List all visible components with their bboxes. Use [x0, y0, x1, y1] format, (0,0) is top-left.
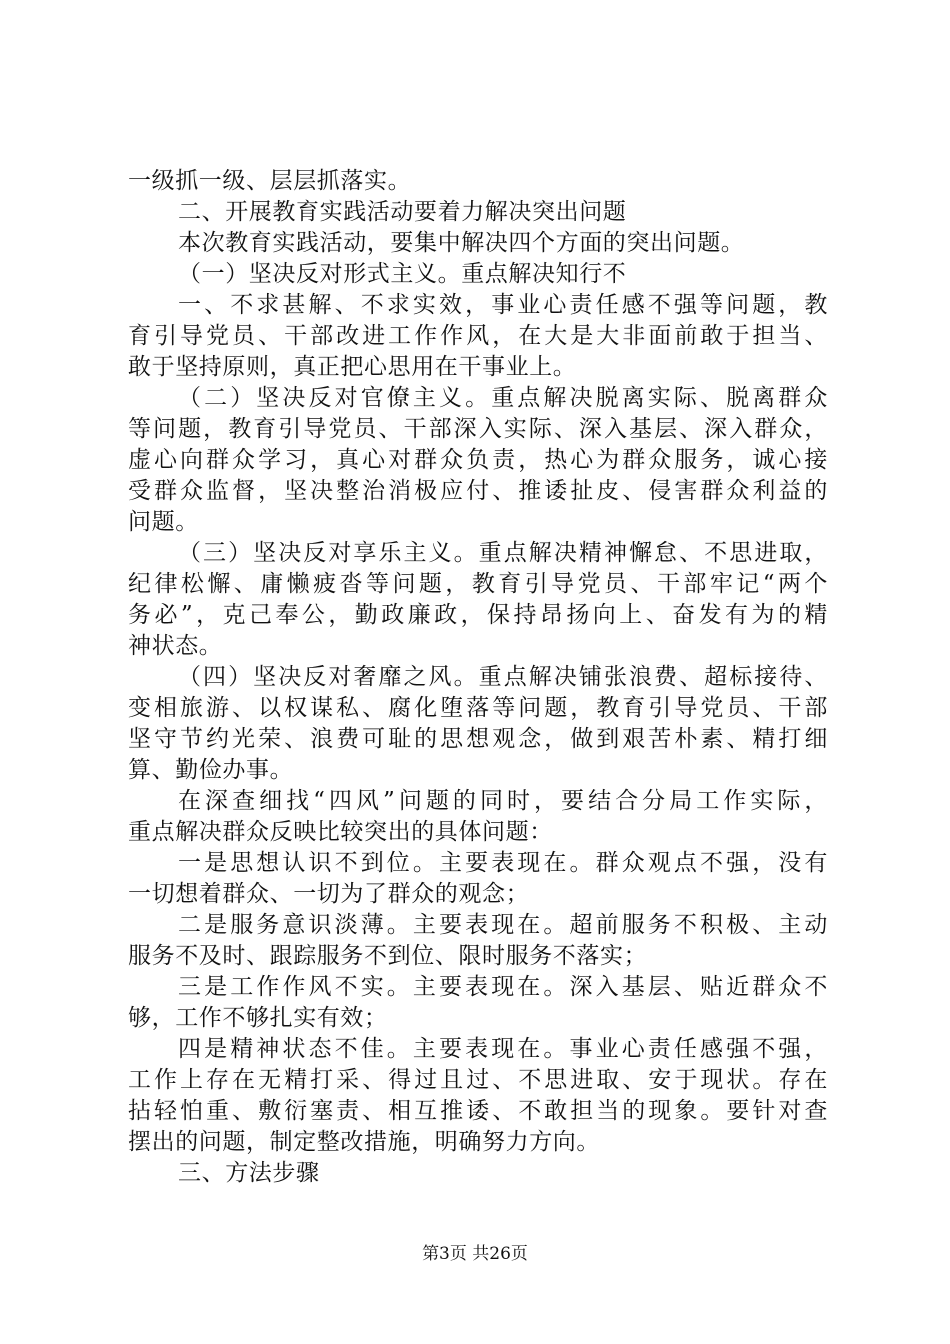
text-line: 问题。 — [128, 509, 199, 535]
text-line: 在深查细找“四风”问题的同时，要结合分局工作实际， — [178, 788, 828, 814]
text-line: 四是精神状态不佳。主要表现在。事业心责任感强不强， — [178, 1036, 828, 1062]
text-line: 三是工作作风不实。主要表现在。深入基层、贴近群众不 — [178, 974, 828, 1000]
text-line: 虚心向群众学习，真心对群众负责，热心为群众服务，诚心接 — [128, 447, 828, 473]
page-footer: 第3页 共26页 — [422, 1244, 528, 1264]
text-line: 重点解决群众反映比较突出的具体问题： — [128, 819, 553, 845]
text-line: （一）坚决反对形式主义。重点解决知行不 — [178, 261, 627, 287]
text-line: 二是服务意识淡薄。主要表现在。超前服务不积极、主动 — [178, 912, 828, 938]
document-body — [128, 166, 828, 1189]
text-line: （二）坚决反对官僚主义。重点解决脱离实际、脱离群众 — [178, 385, 828, 411]
text-line: 纪律松懈、庸懒疲沓等问题，教育引导党员、干部牢记“两个 — [128, 571, 828, 597]
text-line: 坚守节约光荣、浪费可耻的思想观念，做到艰苦朴素、精打细 — [128, 726, 828, 752]
text-line: 变相旅游、以权谋私、腐化堕落等问题，教育引导党员、干部 — [128, 695, 828, 721]
text-line: （三）坚决反对享乐主义。重点解决精神懈怠、不思进取， — [178, 540, 828, 566]
text-line: 育引导党员、干部改进工作作风，在大是大非面前敢于担当、 — [128, 323, 828, 349]
text-line: 一切想着群众、一切为了群众的观念； — [128, 881, 530, 907]
text-line: 一级抓一级、层层抓落实。 — [128, 168, 412, 194]
text-line: 服务不及时、跟踪服务不到位、限时服务不落实； — [128, 943, 648, 969]
text-line: 神状态。 — [128, 633, 223, 659]
text-line: 等问题，教育引导党员、干部深入实际、深入基层、深入群众， — [128, 416, 828, 442]
text-line: 敢于坚持原则，真正把心思用在干事业上。 — [128, 354, 577, 380]
text-line: 本次教育实践活动，要集中解决四个方面的突出问题。 — [178, 230, 745, 256]
text-line: 算、勤俭办事。 — [128, 757, 294, 783]
text-line: 二、开展教育实践活动要着力解决突出问题 — [178, 199, 627, 225]
text-line: 拈轻怕重、敷衍塞责、相互推诿、不敢担当的现象。要针对查 — [128, 1098, 828, 1124]
text-line: 受群众监督，坚决整治消极应付、推诿扯皮、侵害群众利益的 — [128, 478, 828, 504]
text-line: 摆出的问题，制定整改措施，明确努力方向。 — [128, 1129, 600, 1155]
text-line: 工作上存在无精打采、得过且过、不思进取、安于现状。存在 — [128, 1067, 828, 1093]
text-line: 三、方法步骤 — [178, 1160, 320, 1186]
text-line: 够，工作不够扎实有效； — [128, 1005, 388, 1031]
text-line: 一、不求甚解、不求实效，事业心责任感不强等问题，教 — [178, 292, 828, 318]
text-line: 务必”，克己奉公，勤政廉政，保持昂扬向上、奋发有为的精 — [128, 602, 828, 628]
text-line: 一是思想认识不到位。主要表现在。群众观点不强，没有 — [178, 850, 828, 876]
text-line: （四）坚决反对奢靡之风。重点解决铺张浪费、超标接待、 — [178, 664, 828, 690]
